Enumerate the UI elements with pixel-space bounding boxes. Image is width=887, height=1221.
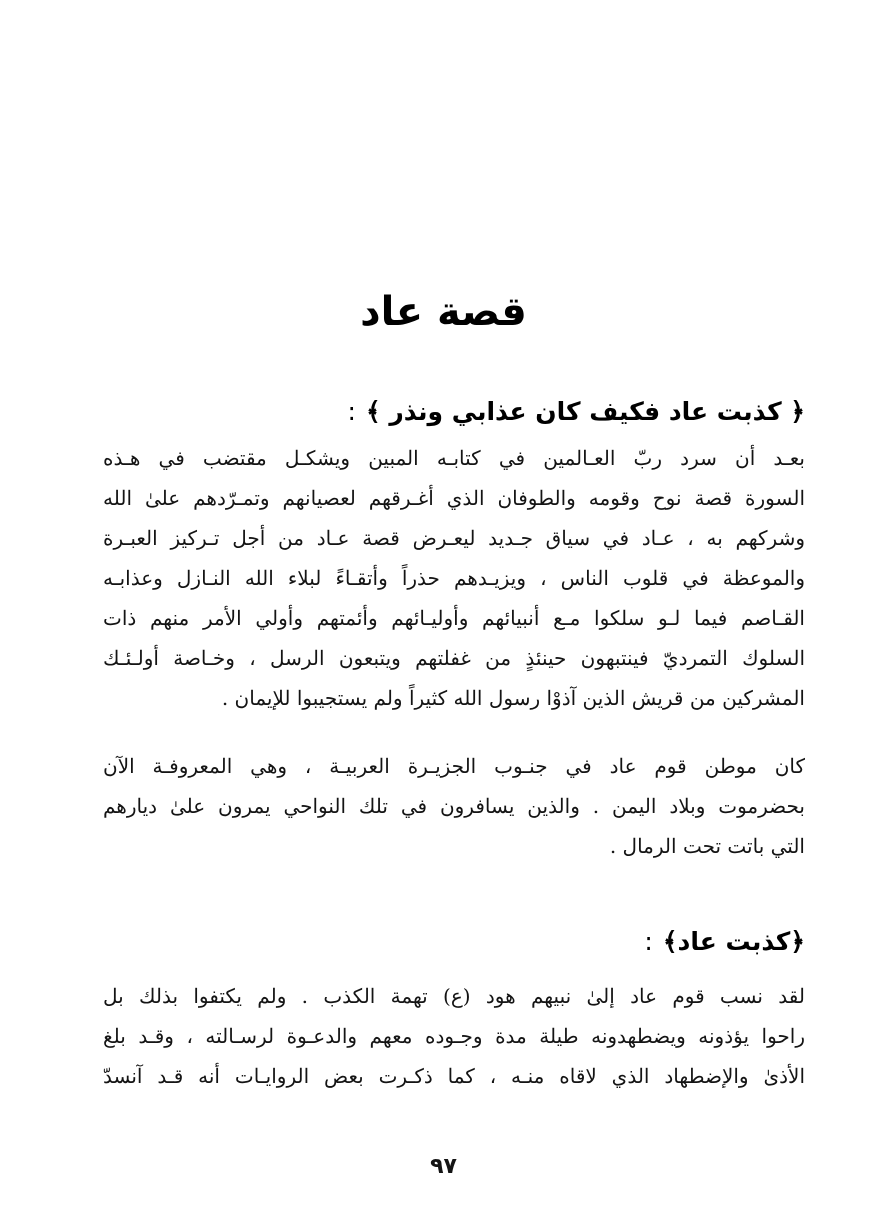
paragraph-line: بحضرموت وبلاد اليمن . والذين يسافرون في تلك النواحي يمرون علىٰ ديارهم [103,794,805,818]
page-number: ٩٧ [430,1154,457,1179]
paragraph-line: والموعظة في قلوب الناس ، ويزيـدهم حذراً وأتقـاءً لبلاء الله النـازل وعذابـه [103,566,805,590]
paragraph-line: كان موطن قوم عاد في جنـوب الجزيـرة العربيـة ، وهي المعروفـة الآن [103,754,805,778]
section-heading-1-colon: : [347,397,356,426]
paragraph-line: الأذىٰ والإضطهاد الذي لاقاه منـه ، كما ذكـرت بعض الروايـات أنه قـد آنسدّ [103,1064,805,1088]
paragraph-line: وشركهم به ، عـاد في سياق جـديد ليعـرض قصة عـاد من أجل تـركيز العبـرة [103,526,805,550]
section-heading-1-text: ﴿ كذبت عاد فكيف كان عذابي ونذر ﴾ [365,397,805,426]
section-heading-1 [348,392,805,432]
paragraph-line: لقد نسب قوم عاد إلىٰ نبيهم هود (ع) تهمة الكذب . ولم يكتفوا بذلك بل [103,984,805,1008]
paragraph-line: المشركين من قريش الذين آذوْا رسول الله كثيراً ولم يستجيبوا للإيمان . [221,686,805,710]
paragraph-location [103,746,805,866]
paragraph-line: السورة قصة نوح وقومه والطوفان الذي أغـرقهم لعصيانهم وتمـرّدهم علىٰ الله [103,486,805,510]
chapter-title: قصة عاد [360,289,527,335]
paragraph-line: راحوا يؤذونه ويضطهدونه طيلة مدة وجـوده معهم والدعـوة لرسـالته ، وقـد بلغ [103,1024,805,1048]
section-heading-2-text: ﴿كذبت عاد﴾ [662,927,805,956]
paragraph-denial [103,976,805,1096]
section-heading-2 [644,922,805,962]
paragraph-line: السلوك التمرديّ فينتبهون حينئذٍ من غفلتهم ويتبعون الرسل ، وخـاصة أولـئـك [103,646,805,670]
paragraph-line: القـاصم فيما لـو سلكوا مـع أنبيائهم وأوليـائهم وأئمتهم وأولي الأمر منهم ذات [103,606,805,630]
paragraph-line: بعـد أن سرد ربّ العـالمين في كتابـه المبين ويشكـل مقتضب في هـذه [103,446,805,470]
section-heading-2-colon: : [644,927,653,956]
paragraph-intro [103,438,805,718]
paragraph-line: التي باتت تحت الرمال . [609,834,805,858]
